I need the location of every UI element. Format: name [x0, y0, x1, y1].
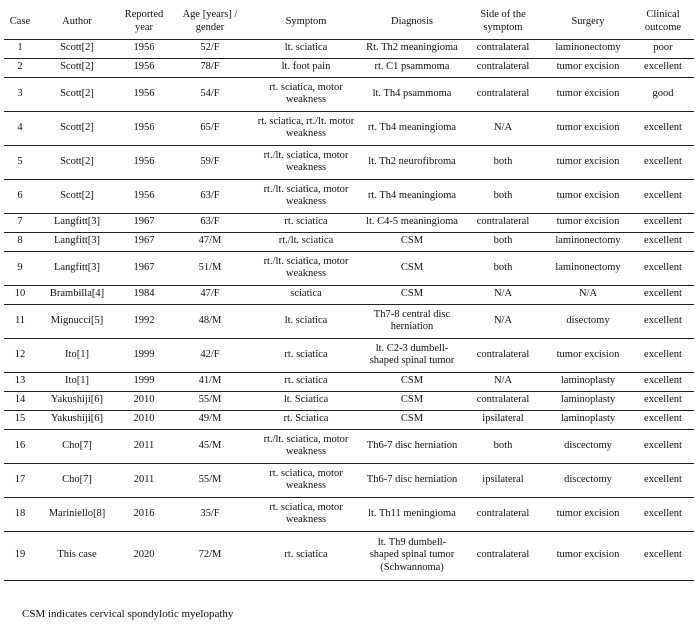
cell-surgery: N/A [544, 285, 632, 304]
cell-diagnosis: lt. Th9 dumbell-shaped spinal tumor (Schwannoma) [362, 531, 462, 580]
cell-age-gender: 48/M [170, 304, 250, 338]
table-row [4, 338, 694, 372]
table-row [4, 58, 694, 77]
cell-age-gender: 63/F [170, 179, 250, 213]
cell-diagnosis: lt. Th4 psammoma [362, 77, 462, 111]
cell-year: 1967 [118, 232, 170, 251]
table-row [4, 232, 694, 251]
cell-surgery: discectomy [544, 429, 632, 463]
cell-author: Scott[2] [36, 145, 118, 179]
cell-outcome: excellent [632, 429, 694, 463]
header-surgery: Surgery [544, 5, 632, 39]
cell-symptom: sciatica [250, 285, 362, 304]
cell-symptom: rt. sciatica [250, 531, 362, 580]
cell-age-gender: 55/M [170, 463, 250, 497]
cell-author: Scott[2] [36, 58, 118, 77]
cell-symptom: rt. sciatica [250, 338, 362, 372]
cell-age-gender: 52/F [170, 39, 250, 58]
cell-case: 15 [4, 410, 36, 429]
cell-diagnosis: CSM [362, 410, 462, 429]
cell-age-gender: 47/M [170, 232, 250, 251]
cell-author: Scott[2] [36, 77, 118, 111]
header-author: Author [36, 5, 118, 39]
cell-surgery: laminoplasty [544, 410, 632, 429]
cell-outcome: excellent [632, 463, 694, 497]
cell-surgery: laminonectomy [544, 39, 632, 58]
cell-side: N/A [462, 111, 544, 145]
cell-age-gender: 63/F [170, 213, 250, 232]
table-row [4, 304, 694, 338]
table-row [4, 497, 694, 531]
cell-age-gender: 35/F [170, 497, 250, 531]
cell-age-gender: 41/M [170, 372, 250, 391]
cell-year: 1999 [118, 372, 170, 391]
cell-diagnosis: Th6-7 disc herniation [362, 463, 462, 497]
cell-diagnosis: lt. Th11 meningioma [362, 497, 462, 531]
cell-outcome: excellent [632, 213, 694, 232]
cell-diagnosis: Rt. Th2 meaningioma [362, 39, 462, 58]
cell-symptom: rt. sciatica [250, 213, 362, 232]
cell-diagnosis: CSM [362, 285, 462, 304]
cell-year: 2011 [118, 429, 170, 463]
cell-side: contralateral [462, 58, 544, 77]
cell-symptom: rt. sciatica [250, 372, 362, 391]
cell-symptom: lt. sciatica [250, 304, 362, 338]
table-row [4, 429, 694, 463]
cell-author: Brambilla[4] [36, 285, 118, 304]
cell-side: ipsilateral [462, 410, 544, 429]
cell-outcome: excellent [632, 531, 694, 580]
cell-outcome: excellent [632, 338, 694, 372]
cell-author: Langfitt[3] [36, 213, 118, 232]
cell-outcome: excellent [632, 145, 694, 179]
table-row [4, 463, 694, 497]
cell-author: Scott[2] [36, 39, 118, 58]
cell-case: 5 [4, 145, 36, 179]
table-row [4, 111, 694, 145]
cell-outcome: excellent [632, 251, 694, 285]
cell-outcome: excellent [632, 410, 694, 429]
cell-side: contralateral [462, 338, 544, 372]
cell-side: contralateral [462, 39, 544, 58]
footnote: CSM indicates cervical spondylotic myelopathy [22, 608, 234, 620]
cell-author: Yakushiji[6] [36, 410, 118, 429]
cell-surgery: discectomy [544, 463, 632, 497]
cell-author: Scott[2] [36, 179, 118, 213]
cell-surgery: tumor excision [544, 77, 632, 111]
cell-case: 4 [4, 111, 36, 145]
cell-case: 10 [4, 285, 36, 304]
cell-outcome: excellent [632, 372, 694, 391]
cell-age-gender: 51/M [170, 251, 250, 285]
cell-side: N/A [462, 285, 544, 304]
cell-year: 1956 [118, 179, 170, 213]
cell-age-gender: 72/M [170, 531, 250, 580]
cell-author: Ito[1] [36, 338, 118, 372]
table-row [4, 372, 694, 391]
cell-diagnosis: lt. C2-3 dumbell-shaped spinal tumor [362, 338, 462, 372]
header-diagnosis: Diagnosis [362, 5, 462, 39]
cell-surgery: laminoplasty [544, 372, 632, 391]
cell-diagnosis: rt. Th4 meaningioma [362, 111, 462, 145]
table-row [4, 39, 694, 58]
table-row [4, 213, 694, 232]
cell-symptom: lt. sciatica [250, 39, 362, 58]
cell-author: Langfitt[3] [36, 251, 118, 285]
cell-year: 1956 [118, 39, 170, 58]
cell-author: Cho[7] [36, 463, 118, 497]
cell-side: contralateral [462, 213, 544, 232]
cell-year: 1984 [118, 285, 170, 304]
case-table [4, 5, 694, 581]
cell-author: Cho[7] [36, 429, 118, 463]
cell-symptom: rt./lt. sciatica, motor weakness [250, 179, 362, 213]
cell-side: both [462, 251, 544, 285]
cell-author: Yakushiji[6] [36, 391, 118, 410]
cell-year: 1956 [118, 145, 170, 179]
table-header [4, 5, 694, 39]
cell-outcome: excellent [632, 232, 694, 251]
cell-side: contralateral [462, 497, 544, 531]
header-symptom: Symptom [250, 5, 362, 39]
cell-age-gender: 78/F [170, 58, 250, 77]
cell-age-gender: 59/F [170, 145, 250, 179]
cell-author: Langfitt[3] [36, 232, 118, 251]
cell-year: 2016 [118, 497, 170, 531]
table-row [4, 179, 694, 213]
cell-surgery: tumor excision [544, 179, 632, 213]
table-row [4, 145, 694, 179]
cell-age-gender: 49/M [170, 410, 250, 429]
header-age-gender: Age [years] / gender [170, 5, 250, 39]
cell-year: 2010 [118, 391, 170, 410]
cell-outcome: excellent [632, 179, 694, 213]
table-row [4, 77, 694, 111]
cell-symptom: rt./lt. sciatica, motor weakness [250, 429, 362, 463]
header-row [4, 5, 694, 39]
cell-diagnosis: rt. C1 psammoma [362, 58, 462, 77]
cell-case: 16 [4, 429, 36, 463]
header-case: Case [4, 5, 36, 39]
cell-case: 17 [4, 463, 36, 497]
cell-symptom: rt. Sciatica [250, 410, 362, 429]
table-row [4, 391, 694, 410]
cell-outcome: good [632, 77, 694, 111]
cell-year: 1967 [118, 213, 170, 232]
cell-surgery: laminonectomy [544, 251, 632, 285]
cell-year: 1967 [118, 251, 170, 285]
cell-case: 14 [4, 391, 36, 410]
cell-year: 1956 [118, 111, 170, 145]
cell-author: Ito[1] [36, 372, 118, 391]
cell-surgery: tumor excision [544, 111, 632, 145]
table-row [4, 410, 694, 429]
cell-outcome: excellent [632, 111, 694, 145]
cell-symptom: lt. foot pain [250, 58, 362, 77]
cell-case: 7 [4, 213, 36, 232]
cell-side: both [462, 179, 544, 213]
cell-surgery: laminoplasty [544, 391, 632, 410]
cell-side: ipsilateral [462, 463, 544, 497]
cell-outcome: excellent [632, 304, 694, 338]
cell-side: N/A [462, 304, 544, 338]
header-outcome: Clinical outcome [632, 5, 694, 39]
cell-symptom: lt. Sciatica [250, 391, 362, 410]
cell-age-gender: 55/M [170, 391, 250, 410]
cell-surgery: tumor excision [544, 531, 632, 580]
cell-case: 3 [4, 77, 36, 111]
cell-age-gender: 47/F [170, 285, 250, 304]
cell-case: 13 [4, 372, 36, 391]
cell-side: contralateral [462, 77, 544, 111]
cell-symptom: rt. sciatica, motor weakness [250, 497, 362, 531]
cell-year: 1999 [118, 338, 170, 372]
cell-age-gender: 54/F [170, 77, 250, 111]
header-side: Side of the symptom [462, 5, 544, 39]
cell-case: 12 [4, 338, 36, 372]
cell-case: 19 [4, 531, 36, 580]
cell-author: Mignucci[5] [36, 304, 118, 338]
cell-author: Mariniello[8] [36, 497, 118, 531]
cell-diagnosis: Th6-7 disc herniation [362, 429, 462, 463]
cell-surgery: laminonectomy [544, 232, 632, 251]
cell-symptom: rt./lt. sciatica, motor weakness [250, 145, 362, 179]
cell-symptom: rt./lt. sciatica, motor weakness [250, 251, 362, 285]
cell-diagnosis: lt. C4-5 meaningioma [362, 213, 462, 232]
cell-year: 1956 [118, 58, 170, 77]
cell-case: 18 [4, 497, 36, 531]
cell-surgery: tumor excision [544, 497, 632, 531]
cell-case: 9 [4, 251, 36, 285]
table-row [4, 285, 694, 304]
cell-surgery: tumor excision [544, 58, 632, 77]
cell-outcome: poor [632, 39, 694, 58]
cell-diagnosis: CSM [362, 391, 462, 410]
cell-year: 1992 [118, 304, 170, 338]
cell-age-gender: 42/F [170, 338, 250, 372]
cell-symptom: rt. sciatica, motor weakness [250, 77, 362, 111]
cell-age-gender: 65/F [170, 111, 250, 145]
cell-symptom: rt. sciatica, rt./lt. motor weakness [250, 111, 362, 145]
cell-surgery: disectomy [544, 304, 632, 338]
cell-symptom: rt. sciatica, motor weakness [250, 463, 362, 497]
cell-side: contralateral [462, 531, 544, 580]
cell-side: N/A [462, 372, 544, 391]
cell-side: both [462, 232, 544, 251]
cell-surgery: tumor excision [544, 338, 632, 372]
cell-diagnosis: CSM [362, 372, 462, 391]
cell-diagnosis: Th7-8 central disc herniation [362, 304, 462, 338]
cell-outcome: excellent [632, 497, 694, 531]
cell-age-gender: 45/M [170, 429, 250, 463]
cell-side: both [462, 145, 544, 179]
cell-case: 11 [4, 304, 36, 338]
cell-year: 1956 [118, 77, 170, 111]
cell-side: both [462, 429, 544, 463]
cell-side: contralateral [462, 391, 544, 410]
cell-diagnosis: lt. Th2 neurofibroma [362, 145, 462, 179]
cell-case: 2 [4, 58, 36, 77]
cell-diagnosis: CSM [362, 232, 462, 251]
cell-outcome: excellent [632, 391, 694, 410]
cell-case: 8 [4, 232, 36, 251]
cell-author: This case [36, 531, 118, 580]
table-row [4, 251, 694, 285]
cell-author: Scott[2] [36, 111, 118, 145]
cell-case: 6 [4, 179, 36, 213]
cell-surgery: tumor excision [544, 213, 632, 232]
cell-diagnosis: rt. Th4 meaningioma [362, 179, 462, 213]
cell-year: 2010 [118, 410, 170, 429]
cell-diagnosis: CSM [362, 251, 462, 285]
cell-surgery: tumor excision [544, 145, 632, 179]
header-year: Reported year [118, 5, 170, 39]
cell-year: 2011 [118, 463, 170, 497]
table-body [4, 39, 694, 580]
cell-symptom: rt./lt. sciatica [250, 232, 362, 251]
cell-outcome: excellent [632, 285, 694, 304]
table-row [4, 531, 694, 580]
cell-year: 2020 [118, 531, 170, 580]
cell-outcome: excellent [632, 58, 694, 77]
cell-case: 1 [4, 39, 36, 58]
